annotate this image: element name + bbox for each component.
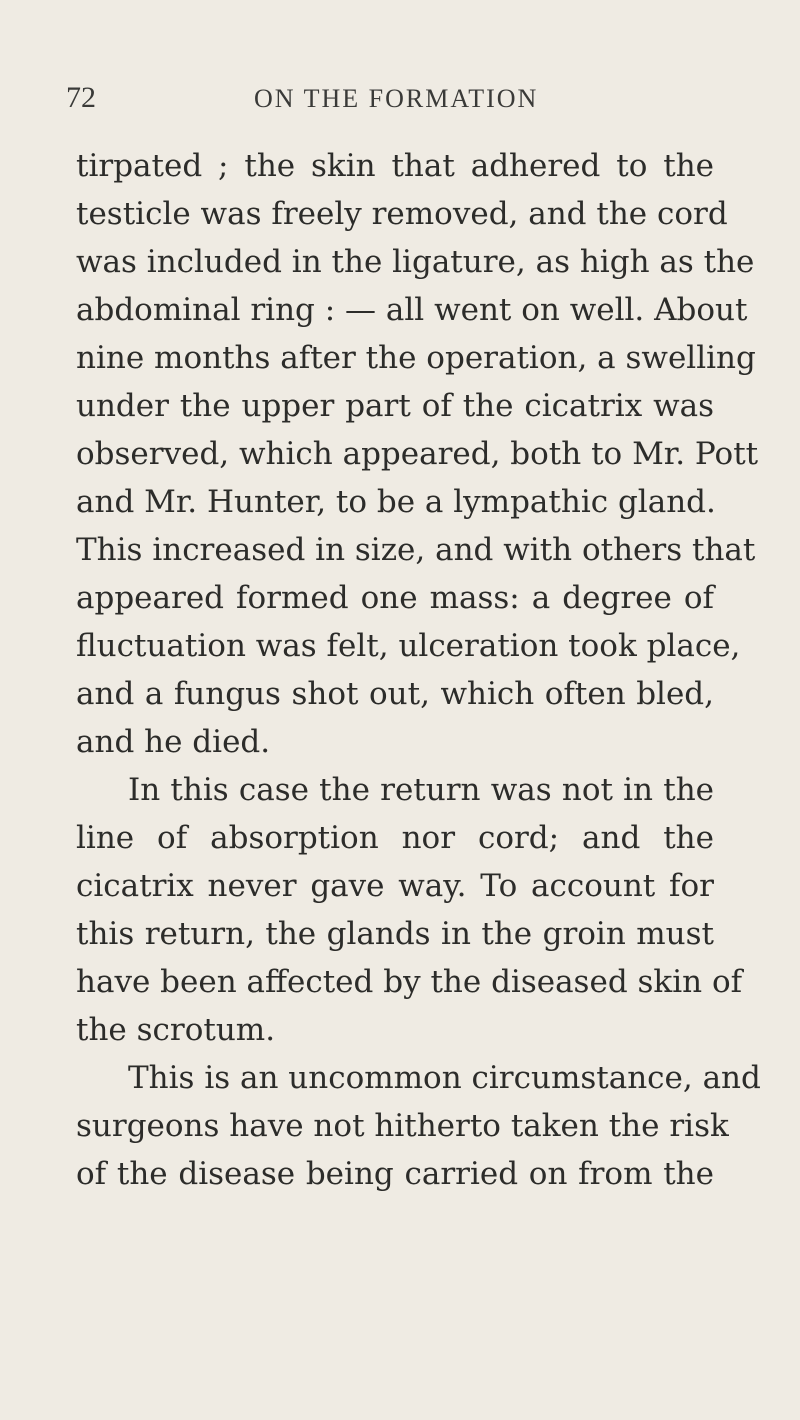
page-number: 72 xyxy=(66,81,96,114)
text-line: fluctuation was felt, ulceration took place, xyxy=(76,628,741,664)
text-line: of the disease being carried on from the xyxy=(76,1156,714,1192)
text-line: this return, the glands in the groin must xyxy=(76,916,714,952)
text-line: This increased in size, and with others that xyxy=(76,532,756,568)
text-line: surgeons have not hitherto taken the risk xyxy=(76,1108,729,1144)
text-line: line of absorption nor cord; and the xyxy=(76,820,714,856)
text-line: In this case the return was not in the xyxy=(128,772,714,808)
text-line: nine months after the operation, a swelling xyxy=(76,340,756,376)
text-line: tirpated ; the skin that adhered to the xyxy=(76,148,714,184)
text-line: testicle was freely removed, and the cord xyxy=(76,196,728,232)
text-line: the scrotum. xyxy=(76,1012,276,1048)
text-line: abdominal ring : — all went on well. About xyxy=(76,292,748,328)
text-line: cicatrix never gave way. To account for xyxy=(76,868,714,904)
text-line: was included in the ligature, as high as the xyxy=(76,244,755,280)
text-line: and a fungus shot out, which often bled, xyxy=(76,676,714,712)
text-line: have been affected by the diseased skin of xyxy=(76,964,743,1000)
text-line: and Mr. Hunter, to be a lympathic gland. xyxy=(76,484,716,520)
running-head: ON THE FORMATION xyxy=(254,84,539,113)
text-line: observed, which appeared, both to Mr. Pott xyxy=(76,436,759,472)
text-line: and he died. xyxy=(76,724,271,760)
text-line: under the upper part of the cicatrix was xyxy=(76,388,714,424)
text-line: appeared formed one mass: a degree of xyxy=(76,580,714,616)
text-line: This is an uncommon circumstance, and xyxy=(128,1060,761,1096)
